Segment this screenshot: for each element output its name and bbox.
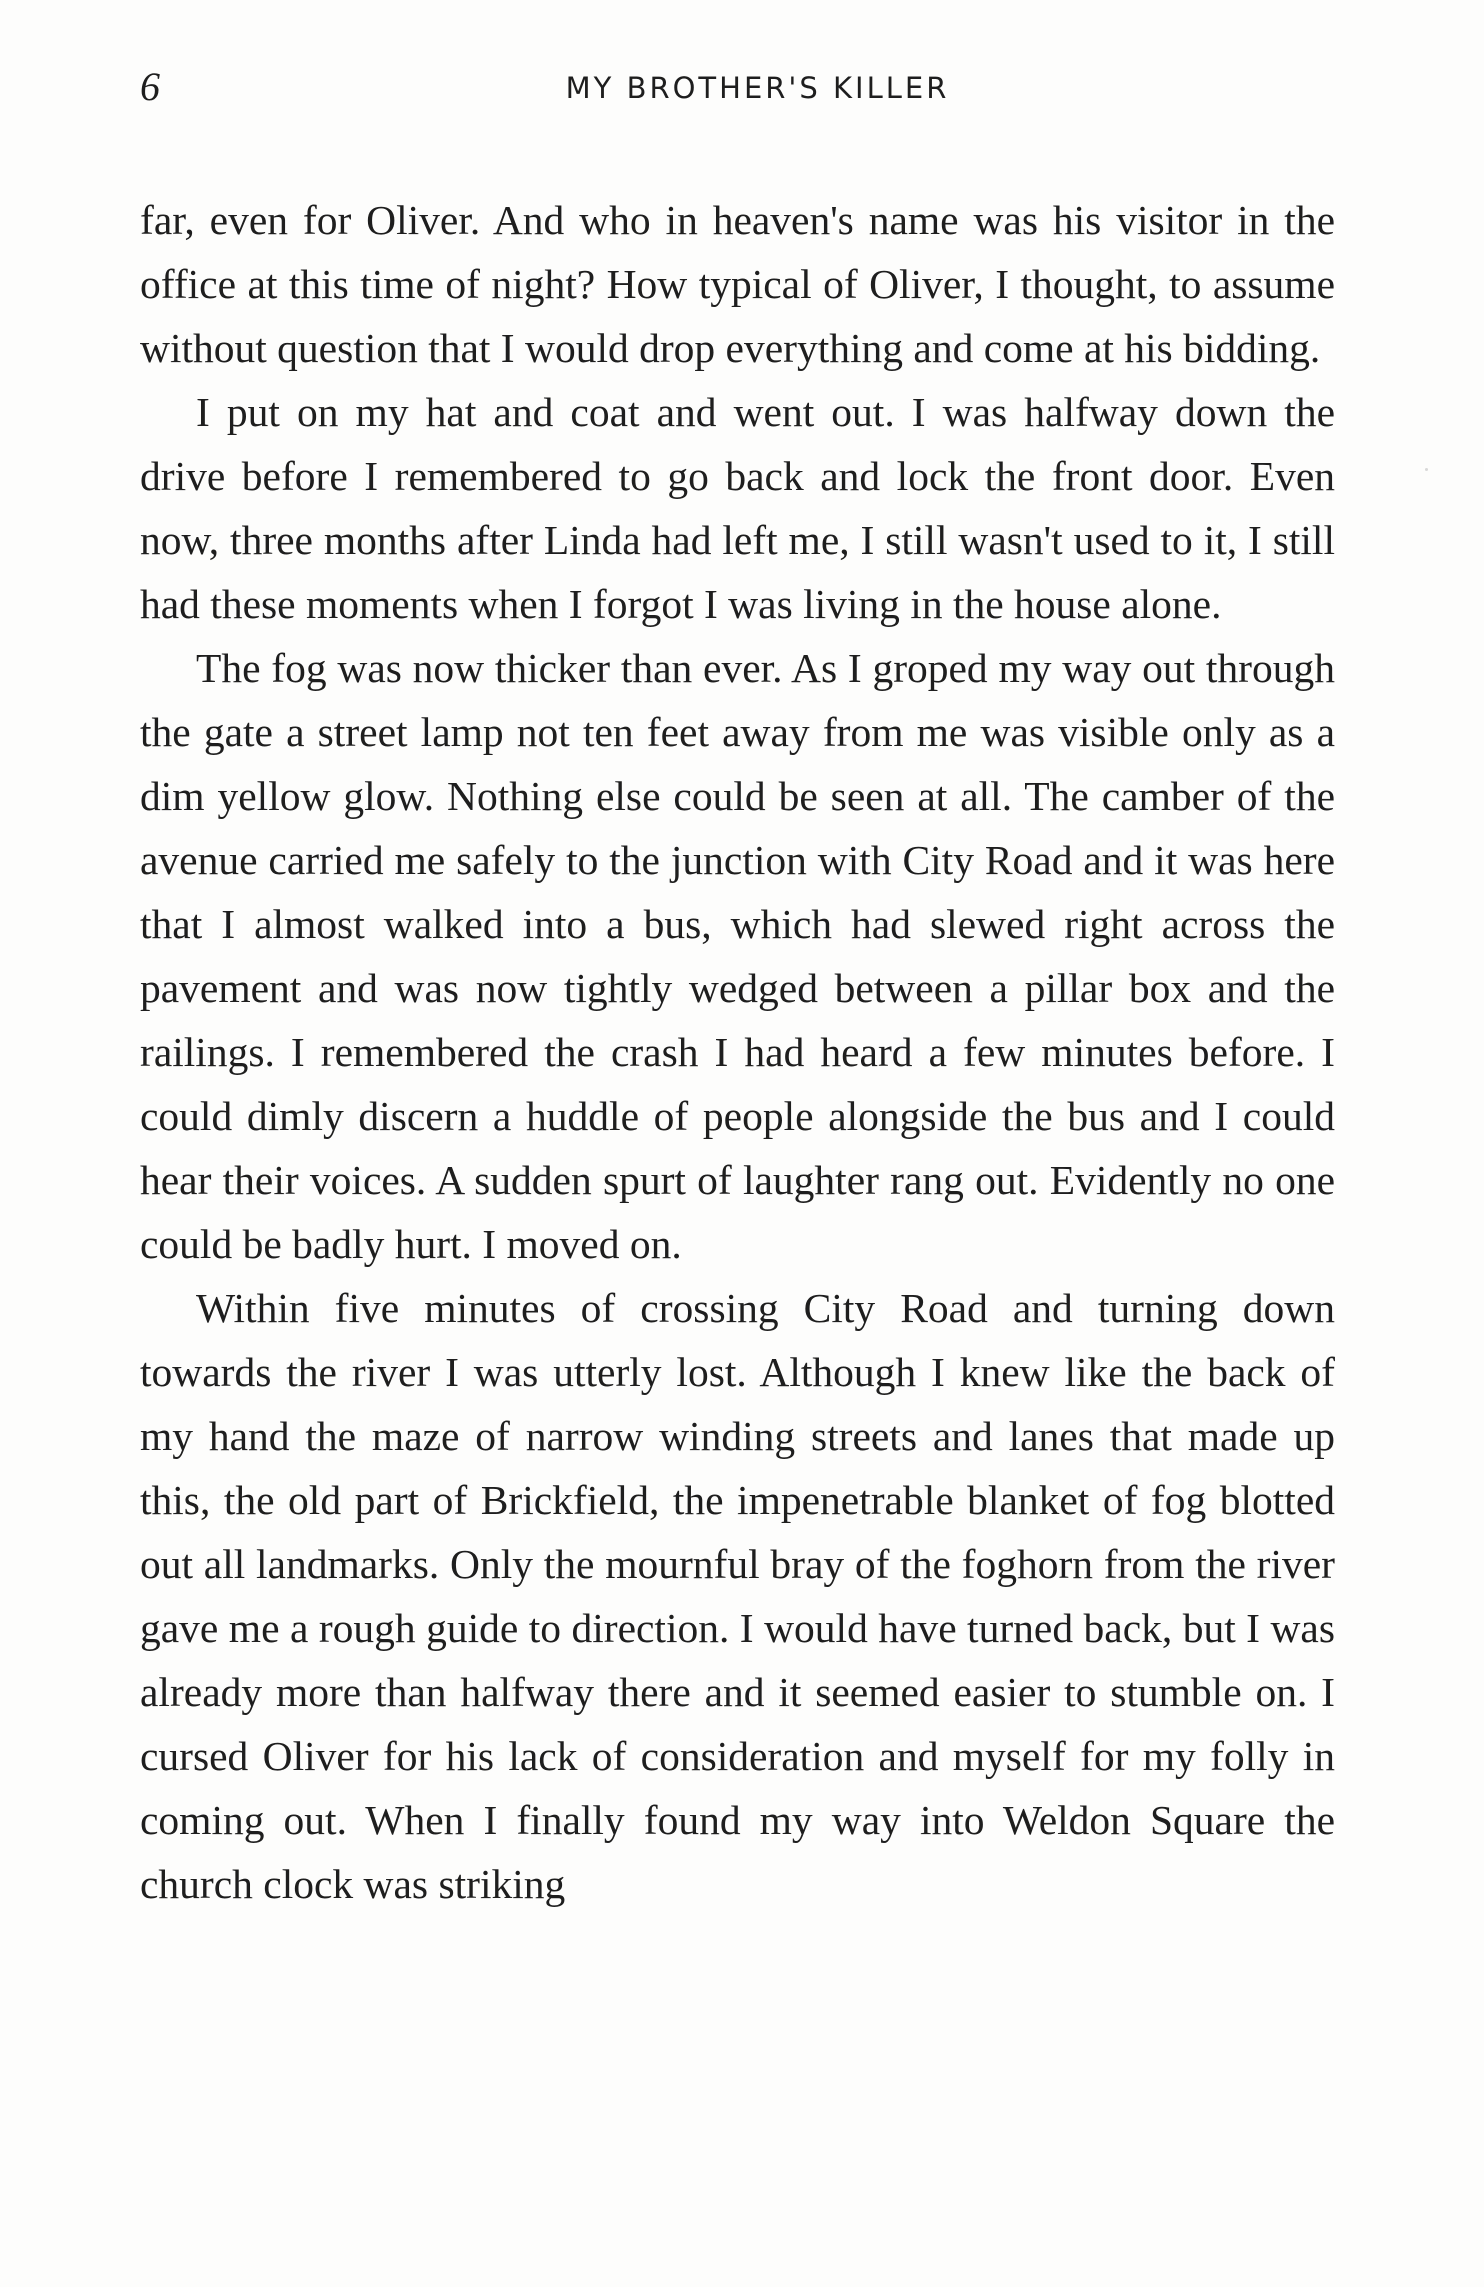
- page-number: 6: [140, 64, 160, 109]
- paragraph-3: The fog was now thicker than ever. As I groped my way out through the gate a street lamp not ten feet away from me was visible only as a dim yellow glow. Nothing else could be seen at all. The camber of the avenue carried me safely to the junction with City Road and it was here that I almost walked into a bus, which had slewed right across the pavement and was now tightly wedged between a pillar box and the railings. I remembered the crash I had heard a few minutes before. I could dimly discern a huddle of people alongside the bus and I could hear their voices. A sudden spurt of laughter rang out. Evidently no one could be badly hurt. I moved on.: [140, 645, 1335, 1267]
- book-title: MY BROTHER'S KILLER: [565, 71, 950, 105]
- paragraph-2: I put on my hat and coat and went out. I was halfway down the drive before I remembered to go back and lock the front door. Even now, three months after Linda had left me, I still wasn't used to it, I still had these moments when I forgot I was living in the house alone.: [140, 389, 1335, 627]
- paragraph-1: far, even for Oliver. And who in heaven's name was his visitor in the office at this time of night? How typical of Oliver, I thought, to assume without question that I would drop everything and come at his bidding.: [140, 197, 1335, 371]
- running-head: [140, 62, 1335, 112]
- paper-speck: [1425, 468, 1428, 471]
- paragraph-4: Within five minutes of crossing City Road and turning down towards the river I was utterly lost. Although I knew like the back of my hand the maze of narrow winding streets and lanes that made up this, the old part of Brickfield, the impenetrable blanket of fog blotted out all landmarks. Only the mournful bray of the foghorn from the river gave me a rough guide to direction. I would have turned back, but I was already more than halfway there and it seemed easier to stumble on. I cursed Oliver for his lack of consideration and myself for my folly in coming out. When I finally found my way into Weldon Square the church clock was striking: [140, 1285, 1335, 1907]
- body-text: [140, 188, 1335, 1916]
